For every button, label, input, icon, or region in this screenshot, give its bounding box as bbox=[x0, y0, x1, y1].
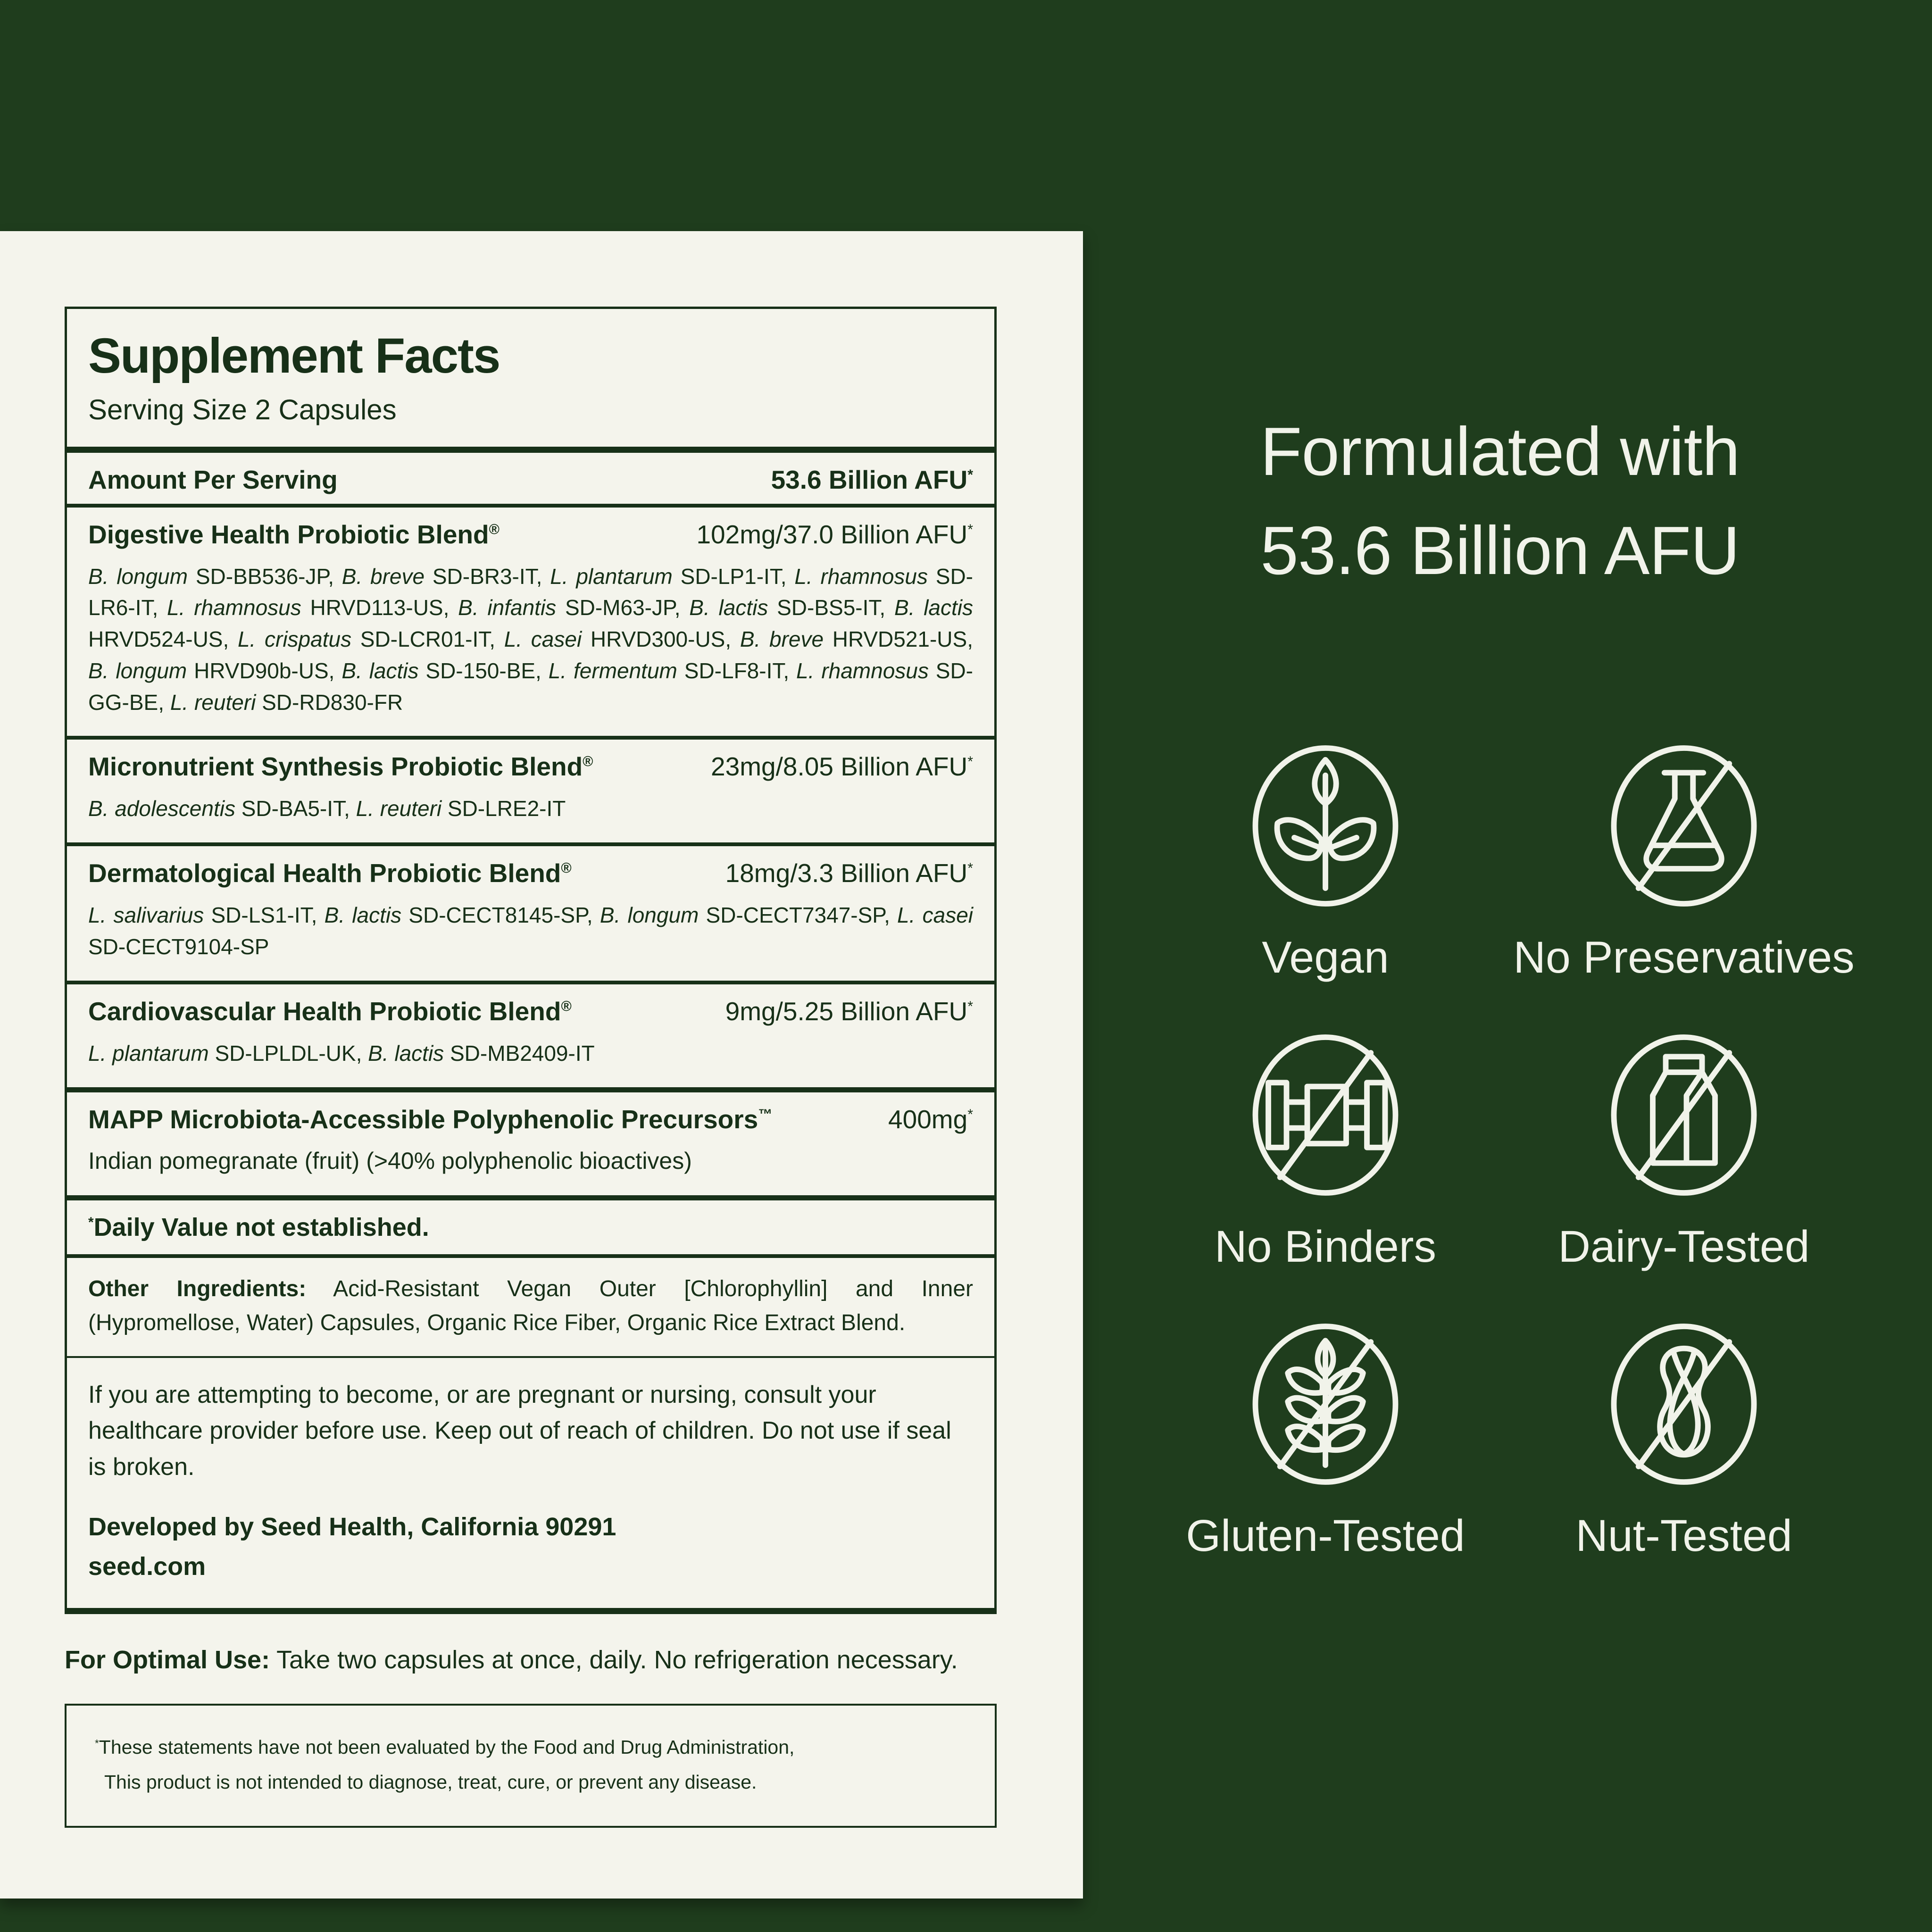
amount-per-serving-label: Amount Per Serving bbox=[88, 465, 338, 495]
badge-label: Nut-Tested bbox=[1575, 1511, 1792, 1561]
badge-grid bbox=[1146, 741, 1863, 1562]
footnote-mark: * bbox=[967, 1107, 973, 1123]
strain-list-cardiovascular: L. plantarum SD-LPLDL-UK, B. lactis SD-MB2409-IT bbox=[88, 1041, 595, 1066]
blend-name: Digestive Health Probiotic Blend® bbox=[88, 519, 500, 549]
no-nut-icon bbox=[1606, 1320, 1762, 1489]
trademark-mark: ™ bbox=[758, 1107, 773, 1123]
divider bbox=[67, 1087, 994, 1092]
mapp-name: MAPP Microbiota-Accessible Polyphenolic Precursors™ bbox=[88, 1104, 773, 1134]
badge-label: Vegan bbox=[1262, 933, 1389, 983]
registered-mark: ® bbox=[489, 522, 500, 538]
pregnancy-warning: If you are attempting to become, or are pregnant or nursing, consult your healthcare provider before use. Keep out of reach of children. Do not use if seal is broken. bbox=[88, 1381, 951, 1481]
divider bbox=[67, 447, 994, 453]
blend-name: Micronutrient Synthesis Probiotic Blend® bbox=[88, 752, 593, 782]
supplement-label-panel bbox=[0, 231, 1083, 1899]
divider bbox=[67, 1254, 994, 1258]
badge-dairy-tested bbox=[1558, 1031, 1809, 1273]
mapp-description: Indian pomegranate (fruit) (>40% polyphenolic bioactives) bbox=[88, 1147, 692, 1174]
strain-list-dermatological: L. salivarius SD-LS1-IT, B. lactis SD-CECT8145-SP, B. longum SD-CECT7347-SP, L. casei SD-CECT9104-SP bbox=[88, 903, 973, 959]
footnote-mark: * bbox=[967, 522, 973, 538]
optimal-use: For Optimal Use: Take two capsules at once, daily. No refrigeration necessary. bbox=[65, 1645, 958, 1674]
divider bbox=[67, 1356, 994, 1358]
badge-no-preservatives bbox=[1513, 741, 1854, 983]
amount-per-serving-row bbox=[88, 453, 973, 503]
fda-disclaimer-line1: *These statements have not been evaluated by the Food and Drug Administration, bbox=[95, 1736, 795, 1758]
other-ingredients: Other Ingredients: Acid-Resistant Vegan Outer [Chlorophyllin] and Inner (Hypromellose, Water) Capsules, Organic Rice Fiber, Organic Rice Extract Blend. bbox=[88, 1276, 973, 1335]
no-gluten-icon bbox=[1248, 1320, 1403, 1489]
blend-amount: 18mg/3.3 Billion AFU* bbox=[725, 858, 973, 888]
plant-sprig-icon bbox=[1248, 741, 1403, 910]
footnote-mark: * bbox=[95, 1737, 99, 1749]
website: seed.com bbox=[88, 1552, 206, 1581]
blend-row-cardiovascular bbox=[88, 984, 973, 1035]
registered-mark: ® bbox=[583, 754, 593, 770]
supplement-facts-box bbox=[65, 307, 997, 1614]
badge-no-binders bbox=[1215, 1031, 1436, 1273]
footnote-mark: * bbox=[967, 860, 973, 876]
blend-row-digestive bbox=[88, 508, 973, 558]
total-afu-value: 53.6 Billion AFU* bbox=[771, 465, 973, 495]
blend-row-dermatological bbox=[88, 846, 973, 897]
badge-label: No Preservatives bbox=[1513, 933, 1855, 983]
daily-value-note: *Daily Value not established. bbox=[88, 1213, 429, 1241]
footnote-mark: * bbox=[88, 1214, 94, 1230]
afu-headline bbox=[1193, 402, 1807, 600]
badge-gluten-tested bbox=[1186, 1320, 1465, 1562]
divider bbox=[67, 504, 994, 508]
badge-vegan bbox=[1248, 741, 1403, 983]
fda-disclaimer-line2: This product is not intended to diagnose, treat, cure, or prevent any disease. bbox=[104, 1771, 757, 1793]
badge-label: No Binders bbox=[1215, 1222, 1436, 1272]
blend-amount: 102mg/37.0 Billion AFU* bbox=[696, 519, 973, 549]
footnote-mark: * bbox=[967, 754, 973, 770]
footnote-mark: * bbox=[967, 467, 973, 483]
no-flask-icon bbox=[1606, 741, 1762, 910]
divider bbox=[67, 842, 994, 846]
fda-disclaimer-box bbox=[65, 1704, 997, 1828]
strain-list-micronutrient: B. adolescentis SD-BA5-IT, L. reuteri SD-LRE2-IT bbox=[88, 796, 566, 821]
registered-mark: ® bbox=[561, 999, 572, 1015]
mapp-amount: 400mg* bbox=[888, 1104, 973, 1134]
footnote-mark: * bbox=[967, 999, 973, 1015]
divider bbox=[67, 1195, 994, 1200]
no-binders-icon bbox=[1248, 1031, 1403, 1199]
badge-nut-tested bbox=[1575, 1320, 1792, 1562]
blend-amount: 23mg/8.05 Billion AFU* bbox=[711, 752, 973, 782]
afu-headline-line2: 53.6 Billion AFU bbox=[1260, 512, 1740, 589]
blend-row-micronutrient bbox=[88, 740, 973, 790]
divider bbox=[67, 981, 994, 984]
developed-by: Developed by Seed Health, California 90291 bbox=[88, 1513, 616, 1541]
strain-list-digestive: B. longum SD-BB536-JP, B. breve SD-BR3-IT, L. plantarum SD-LP1-IT, L. rhamnosus SD-LR6-IT, L. rhamnosus HRVD113-US, B. infantis SD-M63-JP, B. lactis SD-BS5-IT, B. lactis HRVD524-US, L. crispatus SD-LCR01-IT, L. casei HRVD300-US, B. breve HRVD521-US, B. longum HRVD90b-US, B. lactis SD-150-BE, L. fermentum SD-LF8-IT, L. rhamnosus SD-GG-BE, L. reuteri SD-RD830-FR bbox=[88, 564, 973, 715]
blend-name: Dermatological Health Probiotic Blend® bbox=[88, 858, 572, 888]
mapp-row bbox=[88, 1092, 973, 1143]
divider bbox=[67, 736, 994, 740]
badge-label: Gluten-Tested bbox=[1186, 1511, 1465, 1561]
afu-headline-line1: Formulated with bbox=[1260, 413, 1740, 490]
no-dairy-icon bbox=[1606, 1031, 1762, 1199]
blend-name: Cardiovascular Health Probiotic Blend® bbox=[88, 996, 572, 1026]
serving-size: Serving Size 2 Capsules bbox=[88, 394, 397, 426]
registered-mark: ® bbox=[561, 860, 572, 876]
badge-label: Dairy-Tested bbox=[1558, 1222, 1810, 1272]
supplement-facts-title: Supplement Facts bbox=[88, 328, 500, 383]
blend-amount: 9mg/5.25 Billion AFU* bbox=[725, 996, 973, 1026]
